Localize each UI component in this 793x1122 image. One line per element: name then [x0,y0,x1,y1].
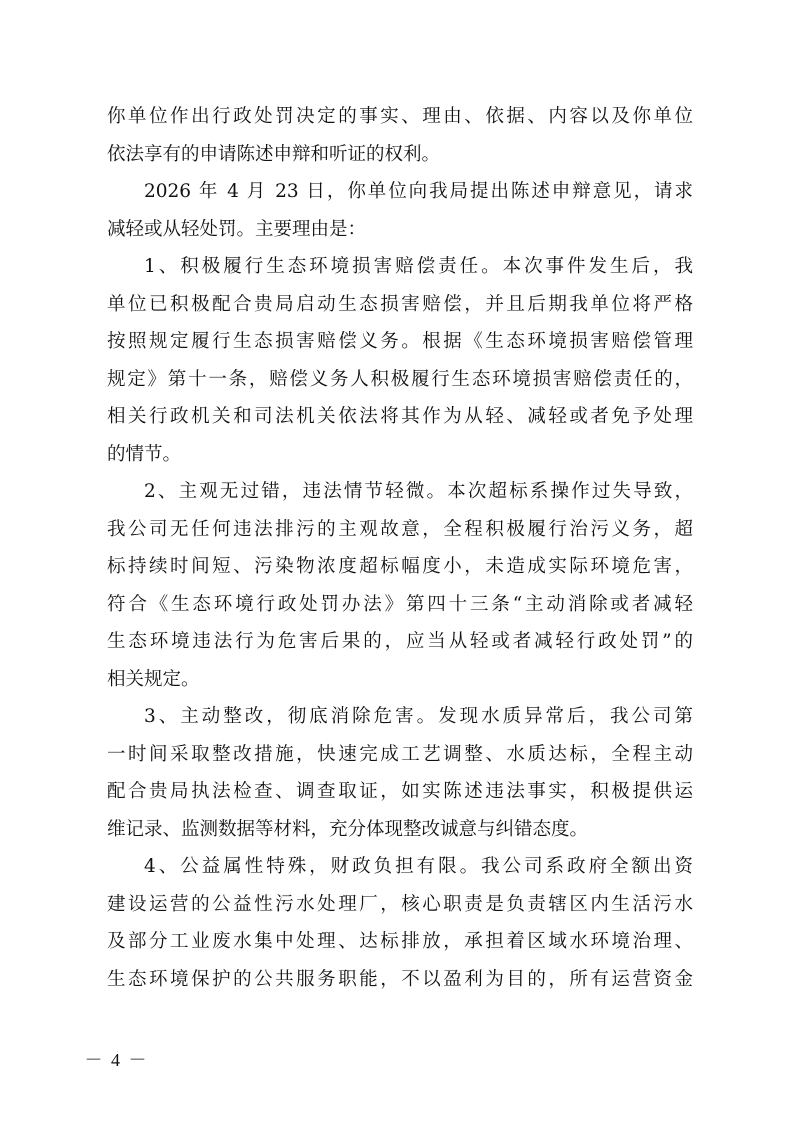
text-line: 标持续时间短、污染物浓度超标幅度小，未造成实际环境危害， [107,556,693,577]
text-line: 按照规定履行生态损害赔偿义务。根据《生态环境损害赔偿管理 [107,331,693,352]
text-line: 2026 年 4 月 23 日，你单位向我局提出陈述申辩意见，请求 [144,181,693,202]
text-line: 一时间采取整改措施，快速完成工艺调整、水质达标，全程主动 [107,743,693,765]
text-line: 4、公益属性特殊，财政负担有限。我公司系政府全额出资 [144,856,693,877]
paragraph-reason-4 [107,848,693,998]
paragraph-reason-2 [107,473,693,698]
paragraph-reason-3 [107,698,693,848]
text-line: 规定》第十一条，赔偿义务人积极履行生态环境损害赔偿责任的， [107,368,693,390]
text-line: 2、主观无过错，违法情节轻微。本次超标系操作过失导致， [144,481,693,502]
text-line: 建设运营的公益性污水处理厂，核心职责是负责辖区内生活污水 [107,893,693,915]
text-line: 的情节。 [107,443,182,465]
text-line: 依法享有的申请陈述申辩和听证的权利。 [107,143,441,165]
text-line: 单位已积极配合贵局启动生态损害赔偿，并且后期我单位将严格 [107,293,693,315]
text-line: 我公司无任何违法排污的主观故意，全程积极履行治污义务，超 [107,518,693,540]
text-line: 相关行政机关和司法机关依法将其作为从轻、减轻或者免予处理 [107,406,693,427]
text-line: 符合《生态环境行政处罚办法》第四十三条“主动消除或者减轻 [107,593,693,615]
text-line: 及部分工业废水集中处理、达标排放，承担着区域水环境治理、 [107,931,693,952]
text-line: 3、主动整改，彻底消除危害。发现水质异常后，我公司第 [144,706,693,727]
text-line: 减轻或从轻处罚。主要理由是： [107,218,367,240]
paragraph-reason-1 [107,248,693,473]
text-line: 生态环境保护的公共服务职能，不以盈利为目的，所有运营资金 [107,968,693,990]
text-line: 维记录、监测数据等材料，充分体现整改诚意与纠错态度。 [107,818,589,840]
paragraph-continuation [107,98,693,173]
text-line: 1、积极履行生态环境损害赔偿责任。本次事件发生后，我 [144,256,693,277]
text-line: 相关规定。 [107,668,200,690]
paragraph-submission-date [107,173,693,248]
text-line: 你单位作出行政处罚决定的事实、理由、依据、内容以及你单位 [107,106,693,127]
text-line: 配合贵局执法检查、调查取证，如实陈述违法事实，积极提供运 [107,781,693,802]
page-number: － 4 － [84,1050,149,1070]
document-body [107,98,693,998]
text-line: 生态环境违法行为危害后果的，应当从轻或者减轻行政处罚”的 [107,631,693,652]
